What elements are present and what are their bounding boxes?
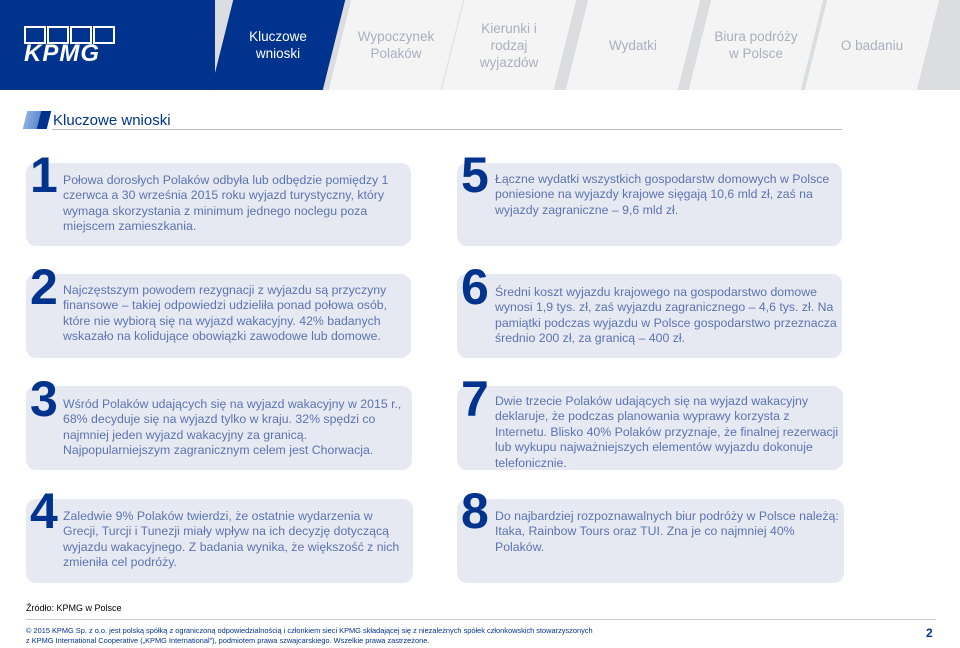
tab-biura-podrozy[interactable] [700, 0, 812, 90]
finding-number-5: 5 [461, 147, 489, 203]
section-title [25, 110, 171, 130]
tab-label: Wypoczynek Polaków [357, 29, 435, 61]
finding-text-6: Średni koszt wyjazdu krajowego na gospodarstwo domowe wynosi 1,9 tys. zł, zaś wyjazdu zagranicznego – 4,6 tys. zł. Na pamiątki podczas wyjazdu w Polsce gospodarstwo przeznacza średnio 200 zł, za granicą – 400 zł. [495, 285, 837, 346]
finding-text-7: Dwie trzecie Polaków udających się na wyjazd wakacyjny deklaruje, że podczas planowania wyprawy korzysta z Internetu. Blisko 40% Polaków przyznaje, że finalnej rezerwacji lub wykupu najważniejszych elementów wyjazdu dokonuje telefonicznie. [495, 394, 839, 470]
finding-text-8: Do najbardziej rozpoznawalnych biur podróży w Polsce należą: Itaka, Rainbow Tours oraz TUI. Zna je co najmniej 40% Polaków. [495, 509, 839, 554]
finding-text-3: Wśród Polaków udających się na wyjazd wakacyjny w 2015 r., 68% decyduje się na wyjazd tylko w kraju. 32% spędzi co najmniej jeden wyjazd wakacyjny za granicą. Najpopularniejszym zagranicznym celem jest Chorwacja. [63, 397, 402, 458]
source-note: Źródło: KPMG w Polsce [26, 603, 122, 613]
tab-kluczowe-wnioski[interactable] [222, 0, 334, 90]
tab-label: Biura podróży w Polsce [714, 29, 798, 61]
kpmg-logo[interactable] [24, 26, 116, 67]
logo-text: KPMG [24, 40, 100, 67]
tab-label: O badaniu [840, 37, 904, 53]
tab-kierunki-i-rodzaj-wyjazdow[interactable] [453, 0, 565, 90]
finding-number-4: 4 [30, 483, 58, 539]
finding-number-2: 2 [30, 259, 58, 315]
tab-label: Kluczowe wnioski [249, 29, 307, 61]
finding-text-2: Najczęstszym powodem rezygnacji z wyjazdu są przyczyny finansowe – takiej odpowiedzi udzieliła ponad połowa osób, które nie wybiorą się na wyjazd wakacyjny. 42% badanych wskazało na kolidujące obowiązki zawodowe lub domowe. [63, 283, 388, 344]
copyright-line-1: © 2015 KPMG Sp. z o.o. jest polską spółką z ograniczoną odpowiedzialnością i członkiem sieci KPMG składającej się z niezależnych spółek członkowskich stowarzyszonych [26, 626, 593, 635]
finding-number-1: 1 [30, 147, 58, 203]
top-navigation [0, 0, 960, 90]
section-marker-icon [25, 111, 49, 129]
footer-divider [26, 619, 936, 620]
logo-area [0, 0, 215, 90]
tab-wypoczynek-polakow[interactable] [340, 0, 452, 90]
tab-label: Kierunki i rodzaj wyjazdów [479, 20, 539, 70]
copyright-line-2: z KPMG International Cooperative („KPMG International”), podmiotem prawa szwajcarskiego. Wszelkie prawa zastrzeżone. [26, 636, 430, 645]
finding-number-7: 7 [461, 371, 489, 427]
finding-number-3: 3 [30, 371, 58, 427]
finding-text-1: Połowa dorosłych Polaków odbyła lub odbędzie pomiędzy 1 czerwca a 30 września 2015 roku wyjazd turystyczny, który wymaga skorzystania z minimum jednego noclegu poza miejscem zamieszkania. [63, 173, 389, 234]
finding-text-4: Zaledwie 9% Polaków twierdzi, że ostatnie wydarzenia w Grecji, Turcji i Tunezji miały wpływ na ich decyzję dotyczącą wyjazdu wakacyjnego. Z badania wynika, że większość z nich zmieniła cel podróży. [63, 509, 400, 570]
finding-number-8: 8 [461, 483, 489, 539]
section-divider [52, 129, 842, 130]
finding-text-5: Łączne wydatki wszystkich gospodarstw domowych w Polsce poniesione na wyjazdy krajowe sięgają 10,6 mld zł, zaś na wyjazdy zagraniczne – 9,6 mld zł. [495, 172, 830, 217]
section-title-text: Kluczowe wnioski [53, 111, 171, 129]
copyright-notice [26, 626, 726, 646]
page-number: 2 [926, 626, 933, 640]
tab-label: Wydatki [609, 37, 657, 53]
finding-number-6: 6 [461, 259, 489, 315]
tab-o-badaniu[interactable] [816, 0, 928, 90]
tab-wydatki[interactable] [577, 0, 689, 90]
